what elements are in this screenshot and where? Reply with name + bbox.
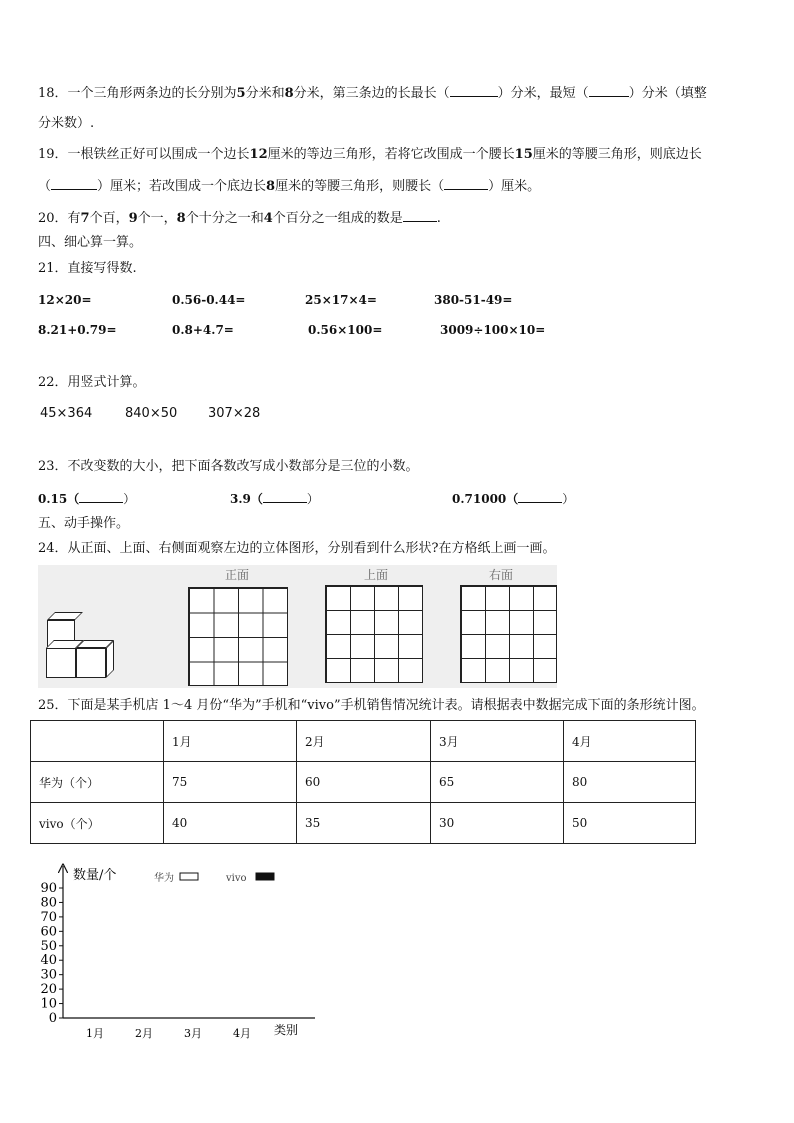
x-tick-label: 3月	[184, 1027, 202, 1040]
q19-line2: （ ）厘米；若改围成一个底边长8厘米的等腰三角形，则腰长（ ）厘米。	[38, 179, 541, 194]
table-row	[31, 762, 696, 803]
q21-title: 21．直接写得数.	[38, 261, 137, 276]
q23-item: 0.15（ ）	[38, 492, 136, 506]
q18-line1: 18．一个三角形两条边的长分别为5分米和8分米，第三条边的长最长（ ）分米，最短（ ）分米（填整	[38, 86, 707, 101]
q20-blank[interactable]	[403, 209, 437, 222]
grid-right[interactable]	[460, 585, 557, 683]
x-tick-label: 4月	[233, 1027, 251, 1040]
table-row	[31, 803, 696, 844]
q23-item: 0.71000（ ）	[452, 492, 575, 506]
y-tick-label: 60	[40, 924, 57, 940]
table-cell: 4月	[564, 721, 696, 762]
legend-label: vivo	[226, 873, 247, 884]
y-tick-label: 80	[40, 895, 57, 911]
label-right: 右面	[489, 568, 514, 582]
drawing-panel	[38, 565, 557, 688]
y-tick-label: 20	[40, 982, 57, 998]
y-tick-label: 30	[40, 967, 57, 983]
grid-front[interactable]	[188, 587, 288, 686]
table-cell: 50	[564, 803, 696, 844]
q21-item: 3009÷100×10=	[440, 323, 546, 337]
y-tick-label: 10	[40, 996, 57, 1012]
q23-blank[interactable]	[518, 490, 562, 503]
section-5-heading: 五、动手操作。	[38, 516, 130, 531]
legend-label: 华为	[154, 873, 174, 884]
q18-blank-max[interactable]	[450, 84, 498, 97]
label-front: 正面	[225, 568, 250, 582]
q25-title: 25．下面是某手机店 1～4 月份“华为”手机和“vivo”手机销售情况统计表。请根据表中数据完成下面的条形统计图。	[38, 698, 705, 713]
table-header-row	[31, 721, 696, 762]
q19-blank-leg[interactable]	[444, 177, 488, 190]
table-cell: 华为（个）	[31, 762, 164, 803]
q18-line2: 分米数）.	[38, 116, 95, 131]
x-axis-label: 类别	[274, 1023, 299, 1037]
table-cell: 3月	[431, 721, 564, 762]
q23-title: 23．不改变数的大小，把下面各数改写成小数部分是三位的小数。	[38, 459, 419, 474]
q19-blank-base[interactable]	[51, 177, 97, 190]
cube-figure	[38, 565, 168, 688]
table-cell: vivo（个）	[31, 803, 164, 844]
y-tick-label: 70	[40, 909, 57, 925]
q24-title: 24．从正面、上面、右侧面观察左边的立体图形，分别看到什么形状?在方格纸上画一画。	[38, 541, 556, 556]
legend-swatch	[180, 873, 198, 880]
q21-item: 380-51-49=	[434, 293, 513, 307]
y-tick-label: 0	[48, 1011, 57, 1026]
y-tick-label: 50	[40, 938, 57, 954]
table-cell: 40	[164, 803, 297, 844]
table-cell	[31, 721, 164, 762]
q22-item: 307×28	[208, 406, 261, 421]
q22-title: 22．用竖式计算。	[38, 375, 146, 390]
table-cell: 60	[297, 762, 431, 803]
q23-blank[interactable]	[263, 490, 307, 503]
legend-swatch	[256, 873, 274, 880]
table-cell: 1月	[164, 721, 297, 762]
bar-chart	[30, 860, 330, 1050]
q21-item: 25×17×4=	[305, 293, 377, 307]
q19-line1: 19．一根铁丝正好可以围成一个边长12厘米的等边三角形，若将它改围成一个腰长15厘米的等腰三角形，则底边长	[38, 147, 702, 162]
table-cell: 65	[431, 762, 564, 803]
section-4-heading: 四、细心算一算。	[38, 235, 143, 250]
table-cell: 80	[564, 762, 696, 803]
sales-table	[30, 720, 696, 844]
table-cell: 35	[297, 803, 431, 844]
grid-top[interactable]	[325, 585, 423, 683]
y-tick-label: 40	[40, 953, 57, 969]
q22-item: 840×50	[125, 406, 178, 421]
q18-blank-min[interactable]	[589, 84, 629, 97]
label-top: 上面	[364, 568, 389, 582]
q23-item: 3.9（ ）	[230, 492, 319, 506]
y-tick-label: 90	[40, 881, 57, 896]
table-cell: 75	[164, 762, 297, 803]
q22-item: 45×364	[40, 406, 93, 421]
q23-blank[interactable]	[79, 490, 123, 503]
q21-item: 0.56×100=	[308, 323, 383, 337]
table-cell: 30	[431, 803, 564, 844]
q21-item: 0.8+4.7=	[172, 323, 234, 337]
q20-line: 20．有7个百，9个一，8个十分之一和4个百分之一组成的数是 .	[38, 211, 441, 226]
x-tick-label: 1月	[86, 1027, 104, 1040]
q21-item: 8.21+0.79=	[38, 323, 117, 337]
table-cell: 2月	[297, 721, 431, 762]
q21-item: 0.56-0.44=	[172, 293, 246, 307]
y-axis-label: 数量/个	[73, 868, 117, 883]
x-tick-label: 2月	[135, 1027, 153, 1040]
q21-item: 12×20=	[38, 293, 92, 307]
